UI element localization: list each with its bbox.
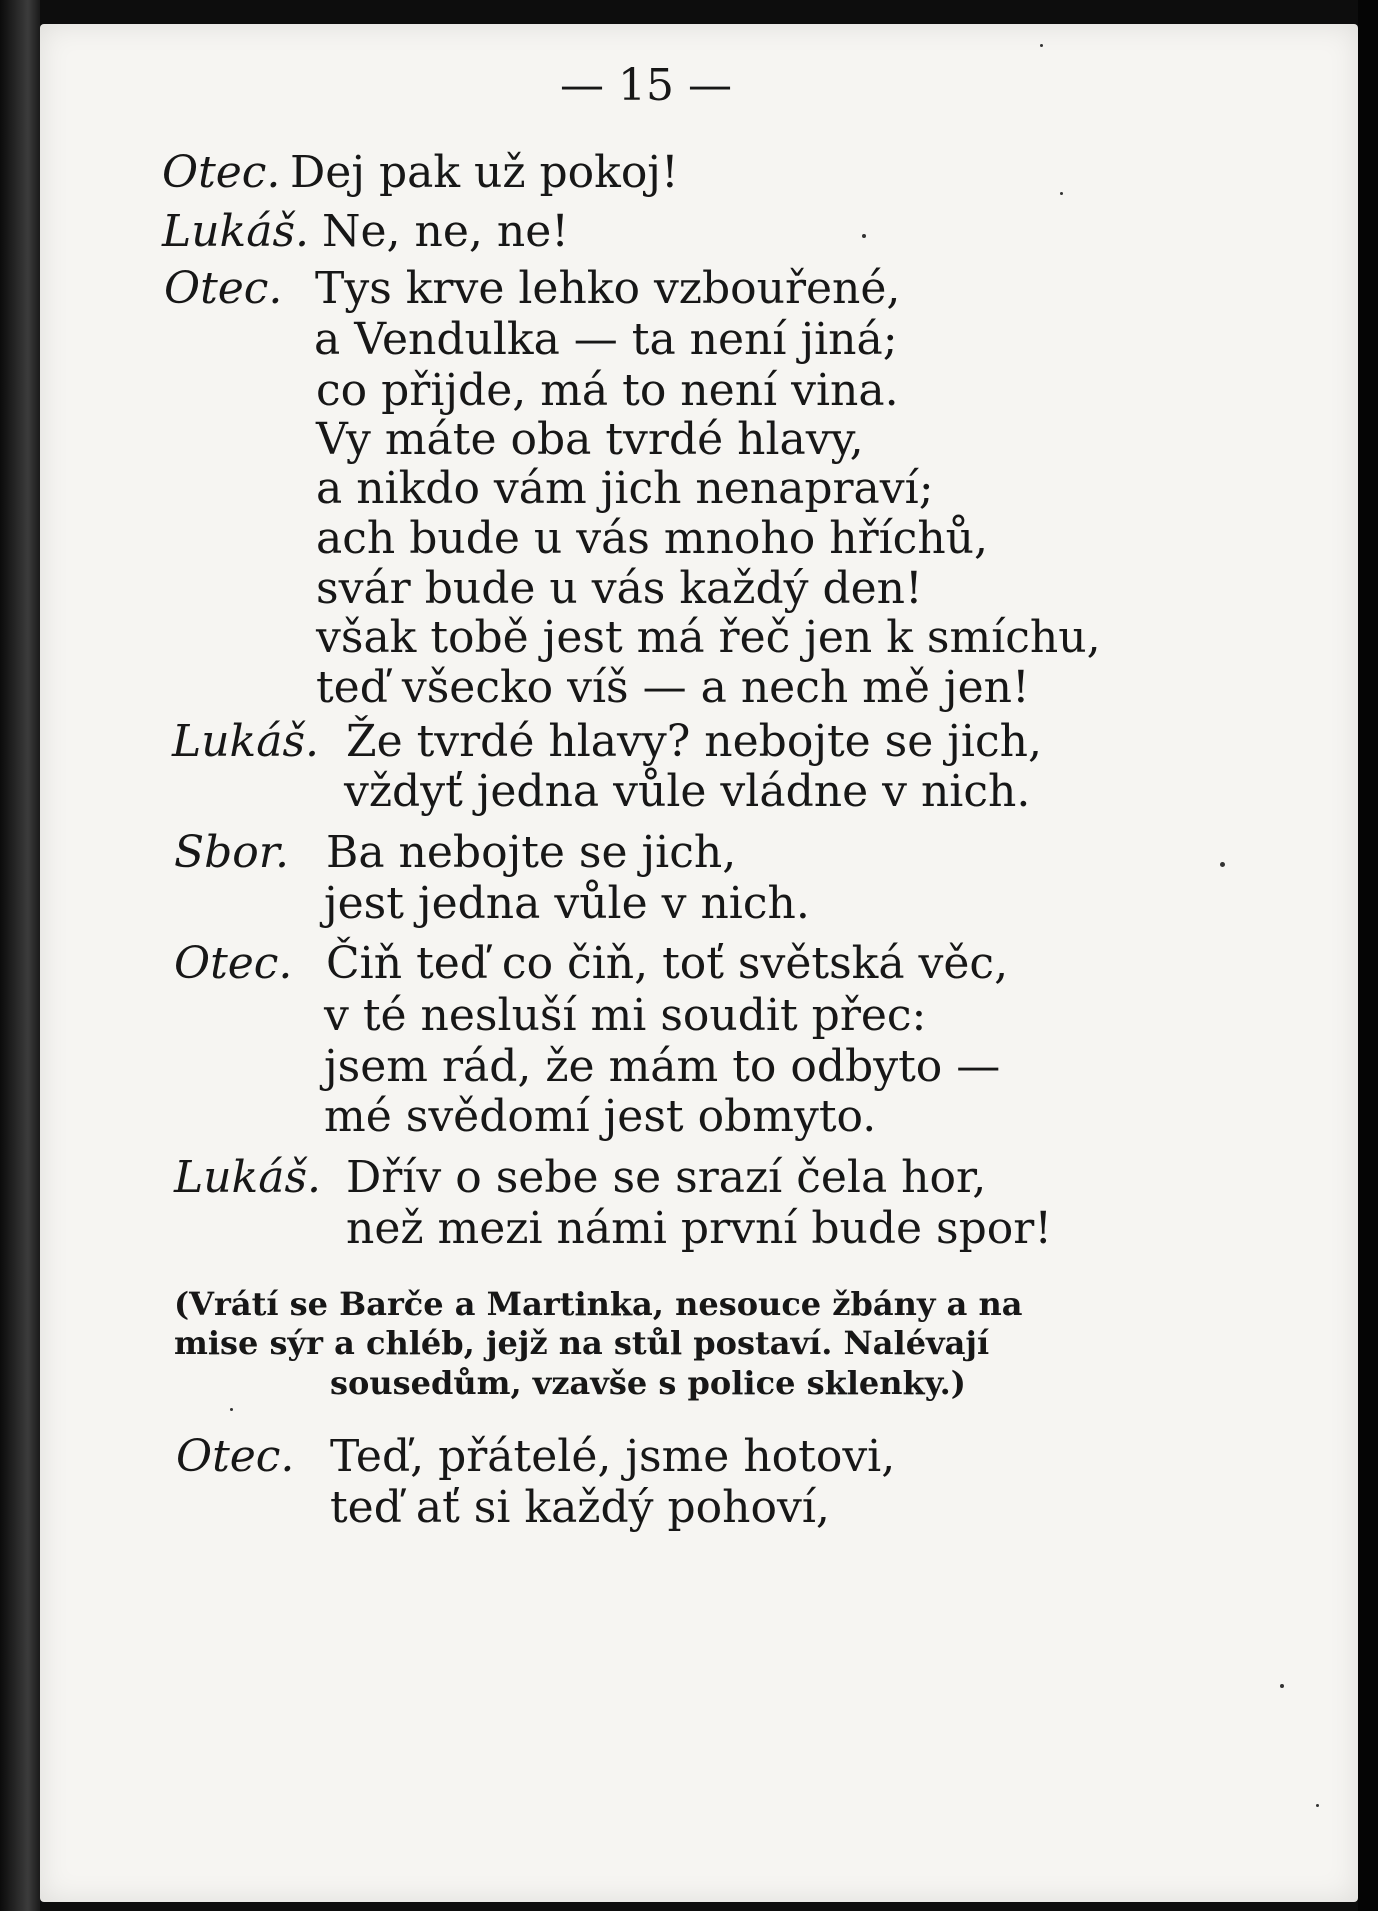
scan-speck	[230, 1408, 233, 1411]
stage-direction-line: (Vrátí se Barče a Martinka, nesouce žbány a na	[174, 1285, 1023, 1323]
scan-speck	[1040, 44, 1043, 47]
scan-speck	[1316, 1804, 1319, 1807]
verse-line: ach bude u vás mnoho hříchů,	[316, 513, 988, 564]
book-gutter-shadow	[0, 0, 40, 1911]
scan-border-right	[1358, 0, 1378, 1911]
speaker-label: Lukáš.	[174, 1152, 322, 1203]
book-page	[40, 24, 1358, 1902]
verse-line: vždyť jedna vůle vládne v nich.	[344, 766, 1031, 817]
verse-line: teď ať si každý pohoví,	[330, 1482, 830, 1533]
scan-speck	[1060, 192, 1063, 195]
verse-line: než mezi námi první bude spor!	[346, 1203, 1052, 1254]
scan-speck	[862, 234, 866, 238]
verse-line: Vy máte oba tvrdé hlavy,	[316, 414, 864, 465]
scan-speck	[1280, 1684, 1284, 1688]
scan-speck	[1220, 862, 1225, 867]
verse-line: Že tvrdé hlavy? nebojte se jich,	[346, 716, 1042, 767]
verse-line: teď všecko víš — a nech mě jen!	[316, 662, 1030, 713]
speaker-label: Otec.	[162, 147, 281, 198]
verse-line: Ba nebojte se jich,	[326, 827, 737, 878]
verse-line: Dej pak už pokoj!	[290, 147, 679, 198]
speaker-label: Otec.	[174, 938, 293, 989]
verse-line: a Vendulka — ta není jiná;	[314, 314, 898, 365]
speaker-label: Lukáš.	[172, 716, 320, 767]
speaker-label: Otec.	[164, 263, 283, 314]
speaker-label: Sbor.	[174, 827, 289, 878]
verse-line: Ne, ne, ne!	[322, 206, 569, 257]
stage-direction-line: mise sýr a chléb, jejž na stůl postaví. Nalévají	[174, 1324, 990, 1362]
verse-line: svár bude u vás každý den!	[316, 563, 923, 614]
verse-line: Teď, přátelé, jsme hotovi,	[330, 1431, 896, 1482]
verse-line: jest jedna vůle v nich.	[324, 878, 810, 929]
verse-line: co přijde, má to není vina.	[316, 365, 899, 416]
stage-direction-line: sousedům, vzavše s police sklenky.)	[330, 1364, 966, 1402]
speaker-label: Lukáš.	[162, 206, 310, 257]
verse-line: mé svědomí jest obmyto.	[324, 1091, 877, 1142]
verse-line: Dřív o sebe se srazí čela hor,	[346, 1152, 987, 1203]
verse-line: Čiň teď co čiň, toť světská věc,	[326, 938, 1009, 989]
verse-line: Tys krve lehko vzbouřené,	[315, 263, 901, 314]
page-number: — 15 —	[560, 60, 732, 111]
verse-line: v té nesluší mi soudit přec:	[324, 990, 927, 1041]
verse-line: však tobě jest má řeč jen k smíchu,	[316, 612, 1101, 663]
verse-line: a nikdo vám jich nenapraví;	[316, 463, 934, 514]
verse-line: jsem rád, že mám to odbyto —	[324, 1041, 1001, 1092]
speaker-label: Otec.	[176, 1431, 295, 1482]
